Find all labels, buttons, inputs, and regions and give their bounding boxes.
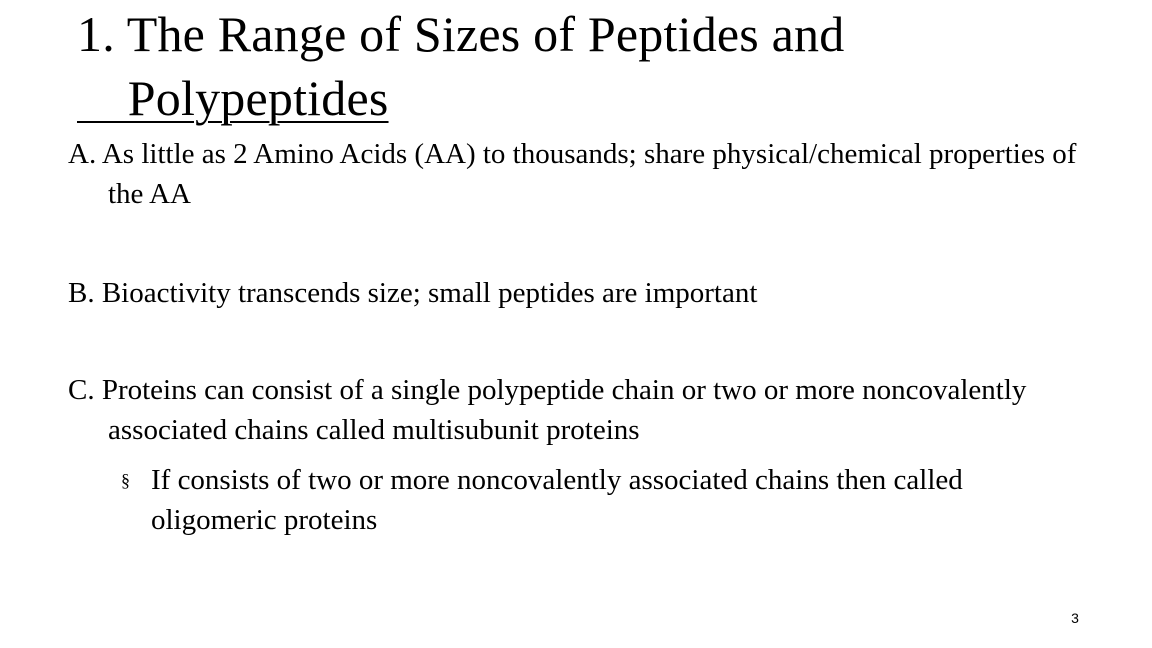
title-line-2: Polypeptides bbox=[77, 70, 389, 126]
point-a-text: As little as 2 Amino Acids (AA) to thousands; share physical/chemical properties of the AA bbox=[101, 138, 1077, 210]
point-a bbox=[68, 134, 1108, 214]
point-c-marker: C. bbox=[68, 374, 95, 406]
point-b-marker: B. bbox=[68, 277, 95, 309]
subpoint-text: If consists of two or more noncovalently associated chains then called oligomeric proteins bbox=[151, 464, 963, 536]
point-c-text: Proteins can consist of a single polypeptide chain or two or more noncovalently associated chains called multisubunit proteins bbox=[101, 374, 1027, 446]
title-line-1: 1. The Range of Sizes of Peptides and bbox=[77, 6, 845, 62]
page-number: 3 bbox=[1071, 610, 1079, 626]
point-b-text: Bioactivity transcends size; small peptides are important bbox=[101, 277, 758, 309]
point-a-marker: A. bbox=[68, 138, 97, 170]
subpoint-oligomeric bbox=[121, 460, 1081, 540]
point-b bbox=[68, 273, 1108, 313]
point-c bbox=[68, 370, 1108, 450]
square-bullet-icon: § bbox=[121, 470, 130, 490]
